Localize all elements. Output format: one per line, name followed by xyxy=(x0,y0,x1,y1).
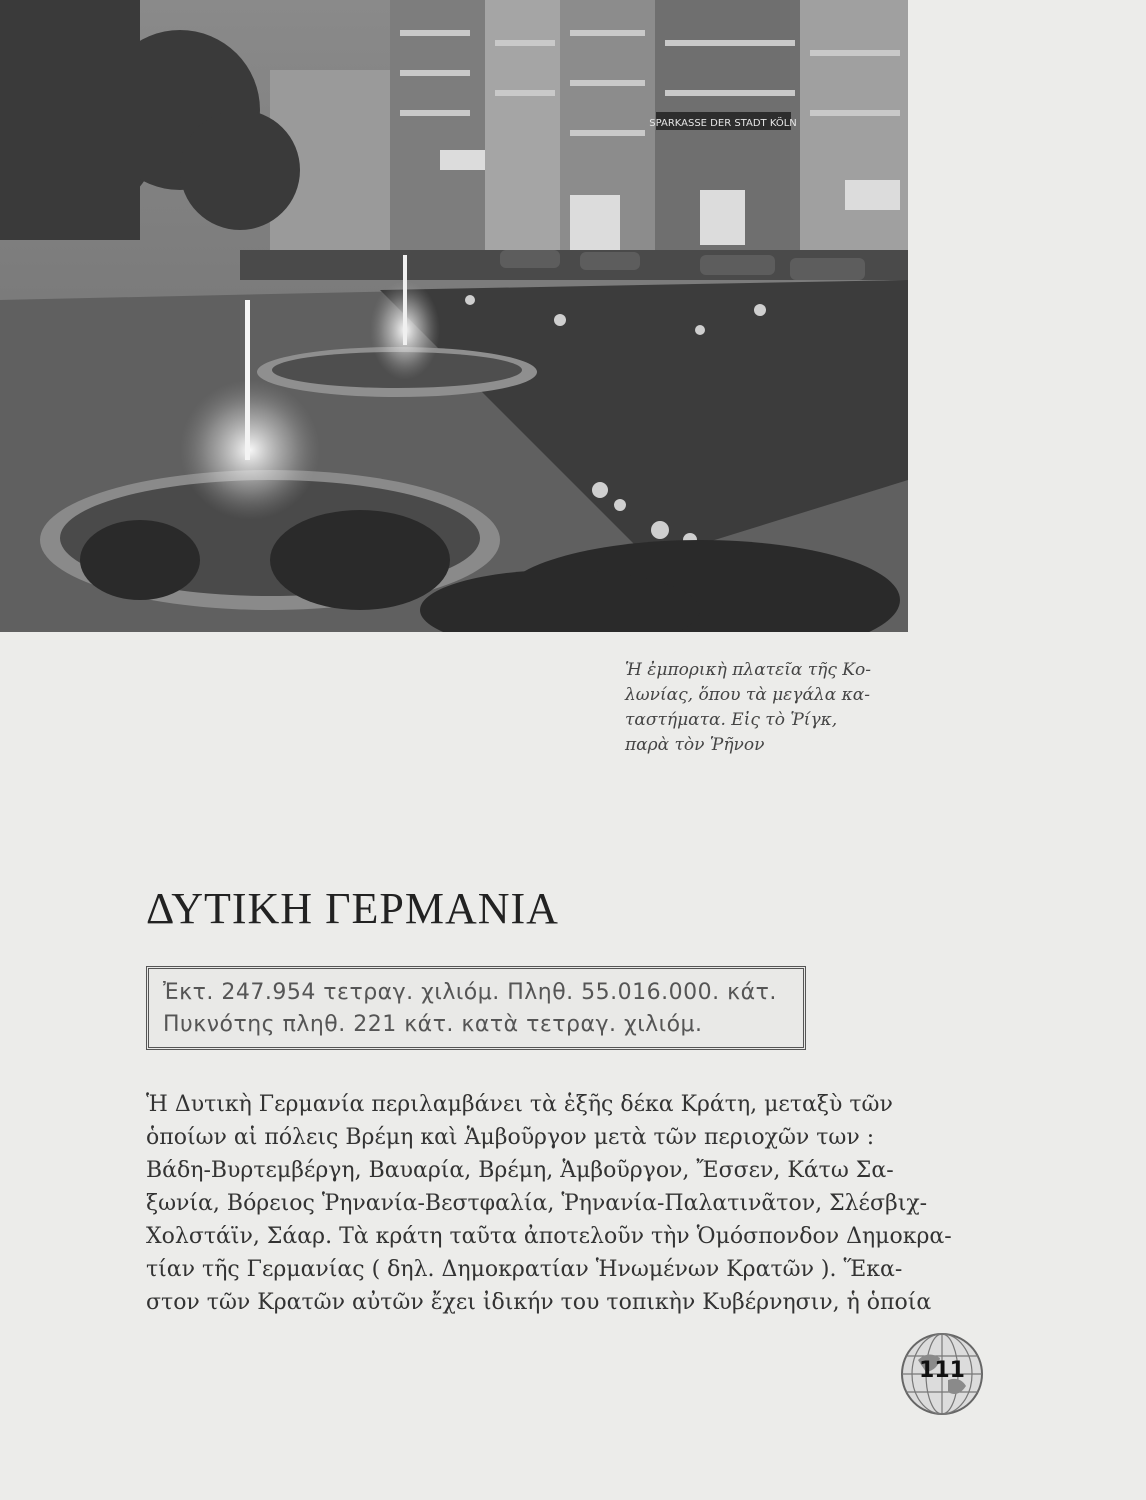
stats-line: Πυκνότης πληθ. 221 κάτ. κατὰ τετραγ. χιλιόμ. xyxy=(163,1012,703,1037)
caption-line: ταστήματα. Εἰς τὸ Ῥίγκ, xyxy=(625,710,838,730)
body-line: στον τῶν Κρατῶν αὐτῶν ἔχει ἰδικήν του τοπικὴν Κυβέρνησιν, ἡ ὁποία xyxy=(146,1290,932,1315)
stats-line: Ἐκτ. 247.954 τετραγ. χιλιόμ. Πληθ. 55.016.000. κάτ. xyxy=(163,980,777,1005)
stats-box xyxy=(146,966,806,1050)
caption-line: Ἡ ἐμπορικὴ πλατεῖα τῆς Κο- xyxy=(625,660,871,680)
photo-illustration xyxy=(0,0,908,632)
body-text xyxy=(146,1088,976,1319)
body-line: τίαν τῆς Γερμανίας ( δηλ. Δημοκρατίαν Ἡνωμένων Κρατῶν ). Ἕκα- xyxy=(146,1257,903,1282)
page-number: 111 xyxy=(919,1358,965,1383)
body-line: Ἡ Δυτικὴ Γερμανία περιλαμβάνει τὰ ἑξῆς δέκα Κράτη, μεταξὺ τῶν xyxy=(146,1092,893,1117)
photo-caption xyxy=(625,658,925,758)
caption-line: λωνίας, ὅπου τὰ μεγάλα κα- xyxy=(625,685,870,705)
page-title: ΔΥΤΙΚΗ ΓΕΡΜΑΝΙΑ xyxy=(146,884,559,933)
bank-sign: SPARKASSE DER STADT KÖLN xyxy=(649,118,797,129)
caption-line: παρὰ τὸν Ῥῆνον xyxy=(625,735,765,755)
square-photo xyxy=(0,0,908,632)
body-line: ξωνία, Βόρειος Ῥηνανία-Βεστφαλία, Ῥηνανία-Παλατινᾶτον, Σλέσβιχ- xyxy=(146,1191,928,1216)
body-line: Βάδη-Βυρτεμβέργη, Βαυαρία, Βρέμη, Ἁμβοῦργον, Ἔσσεν, Κάτω Σα- xyxy=(146,1158,894,1183)
body-line: Χολστάϊν, Σάαρ. Τὰ κράτη ταῦτα ἀποτελοῦν τὴν Ὁμόσπονδον Δημοκρα- xyxy=(146,1224,952,1249)
body-line: ὁποίων αἱ πόλεις Βρέμη καὶ Ἁμβοῦργον μετὰ τῶν περιοχῶν των : xyxy=(146,1125,875,1150)
